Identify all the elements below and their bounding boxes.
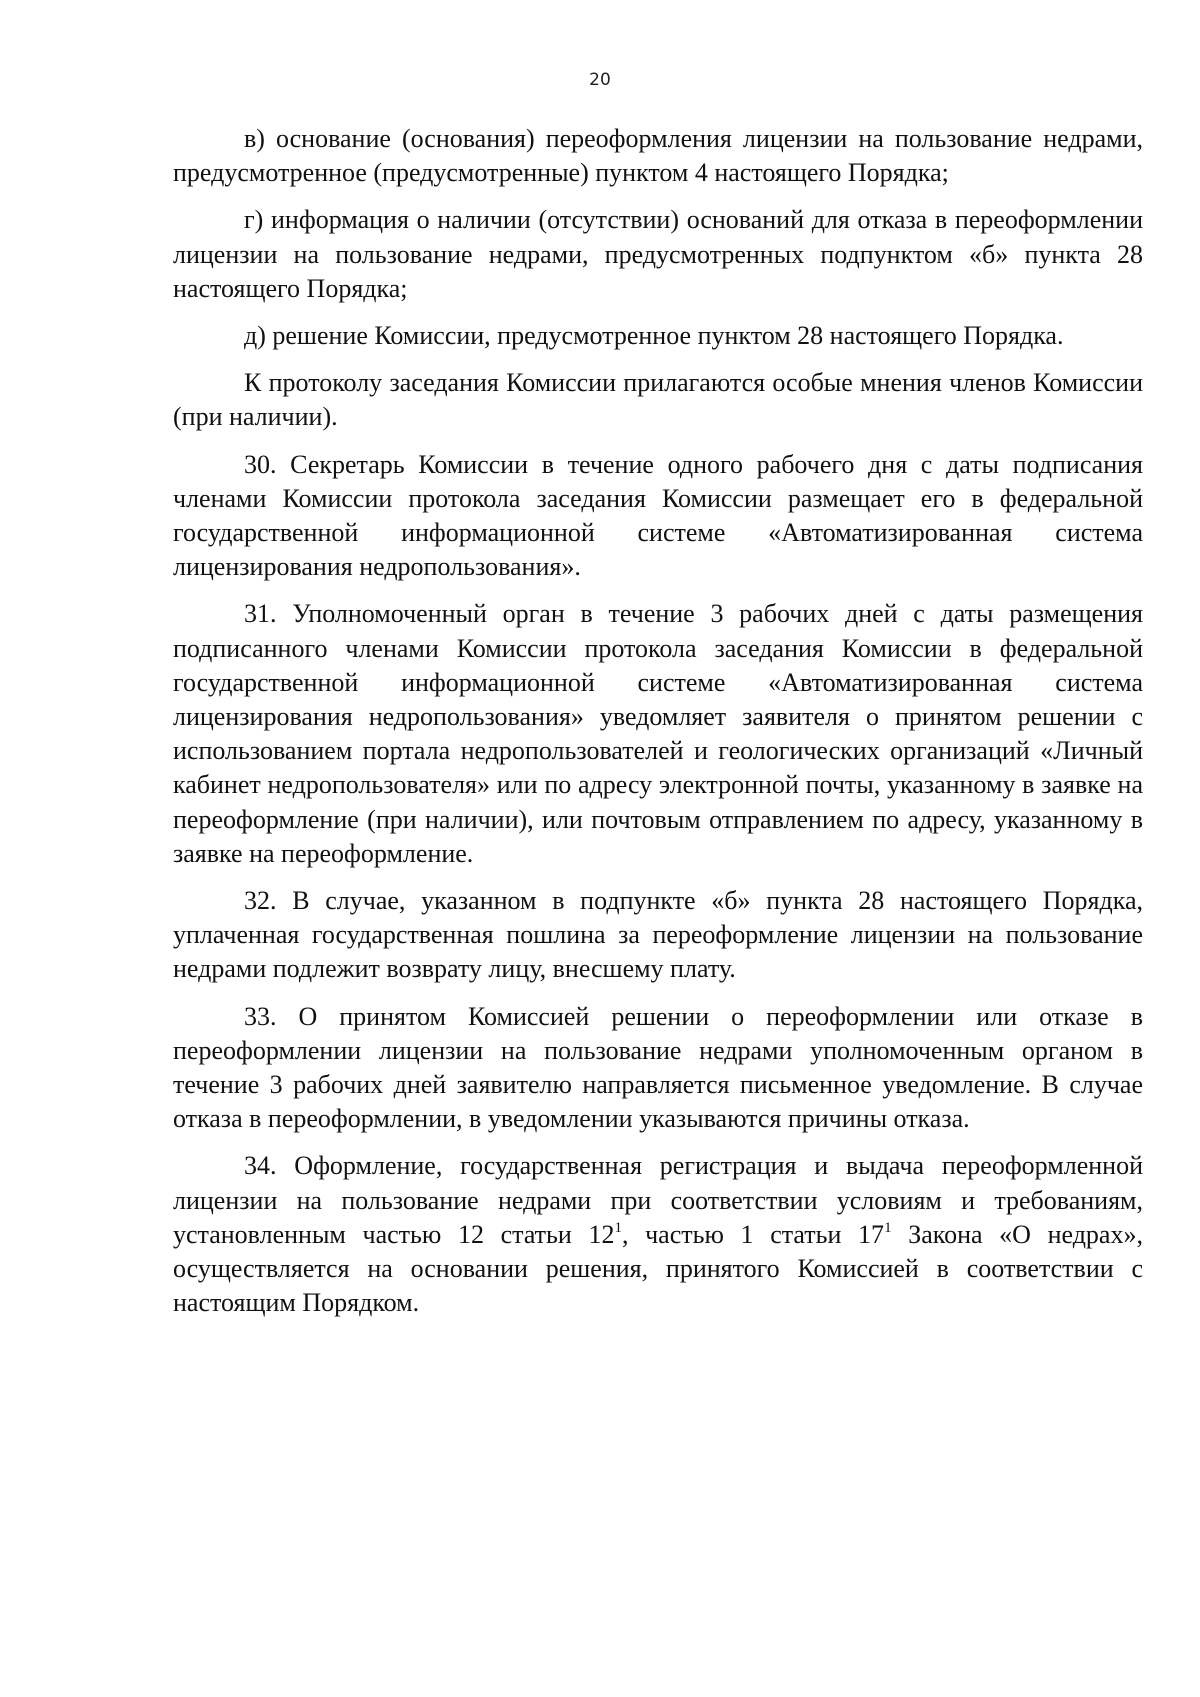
page-number: 20 bbox=[589, 70, 611, 90]
paragraph-item-30: 30. Секретарь Комиссии в течение одного рабочего дня с даты подписания членами Комиссии протокола заседания Комиссии размещает его в федеральной государственной информационной системе «Автоматизированная система лицензирования недропользования». bbox=[173, 449, 1143, 582]
paragraph-subitem-v: в) основание (основания) переоформления лицензии на пользование недрами, предусмотренное (предусмотренные) пунктом 4 настоящего Порядка; bbox=[173, 124, 1143, 188]
paragraph-subitem-g: г) информация о наличии (отсутствии) оснований для отказа в переоформлении лицензии на пользование недрами, предусмотренных подпунктом «б» пункта 28 настоящего Порядка; bbox=[173, 205, 1143, 303]
paragraph-protocol-attachments: К протоколу заседания Комиссии прилагаются особые мнения членов Комиссии (при наличии). bbox=[173, 368, 1143, 432]
superscript-index: 1 bbox=[614, 1219, 622, 1236]
superscript-index: 1 bbox=[884, 1219, 892, 1236]
paragraph-item-32: 32. В случае, указанном в подпункте «б» пункта 28 настоящего Порядка, уплаченная государственная пошлина за переоформление лицензии на пользование недрами подлежит возврату лицу, внесшему плату. bbox=[173, 886, 1143, 984]
paragraph-item-33: 33. О принятом Комиссией решении о переоформлении или отказе в переоформлении лицензии на пользование недрами уполномоченным органом в течение 3 рабочих дней заявителю направляется письменное уведомление. В случае отказа в переоформлении, в уведомлении указываются причины отказа. bbox=[173, 1001, 1143, 1134]
paragraph-item-34-text-part-2: , частью 1 статьи 17 bbox=[621, 1219, 885, 1249]
paragraph-item-34-text-part-1: 34. Оформление, государственная регистрация и выдача переоформленной лицензии на пользование недрами при соответствии условиям и требованиям, установленным частью 12 статьи 12 bbox=[173, 1151, 1143, 1249]
paragraph-item-34 bbox=[173, 1149, 1143, 1320]
paragraph-subitem-d: д) решение Комиссии, предусмотренное пунктом 28 настоящего Порядка. bbox=[244, 321, 1064, 351]
paragraph-item-34-text-part-3: Закона «О недрах», осуществляется на основании решения, принятого Комиссией в соответствии с настоящим Порядком. bbox=[173, 1219, 1143, 1318]
paragraph-item-31: 31. Уполномоченный орган в течение 3 рабочих дней с даты размещения подписанного членами Комиссии протокола заседания Комиссии в федеральной государственной информационной системе «Автоматизированная система лицензирования недропользования» уведомляет заявителя о принятом решении с использованием портала недропользователей и геологических организаций «Личный кабинет недропользователя» или по адресу электронной почты, указанному в заявке на переоформление (при наличии), или почтовым отправлением по адресу, указанному в заявке на переоформление. bbox=[173, 599, 1143, 868]
document-body bbox=[173, 122, 1143, 1334]
